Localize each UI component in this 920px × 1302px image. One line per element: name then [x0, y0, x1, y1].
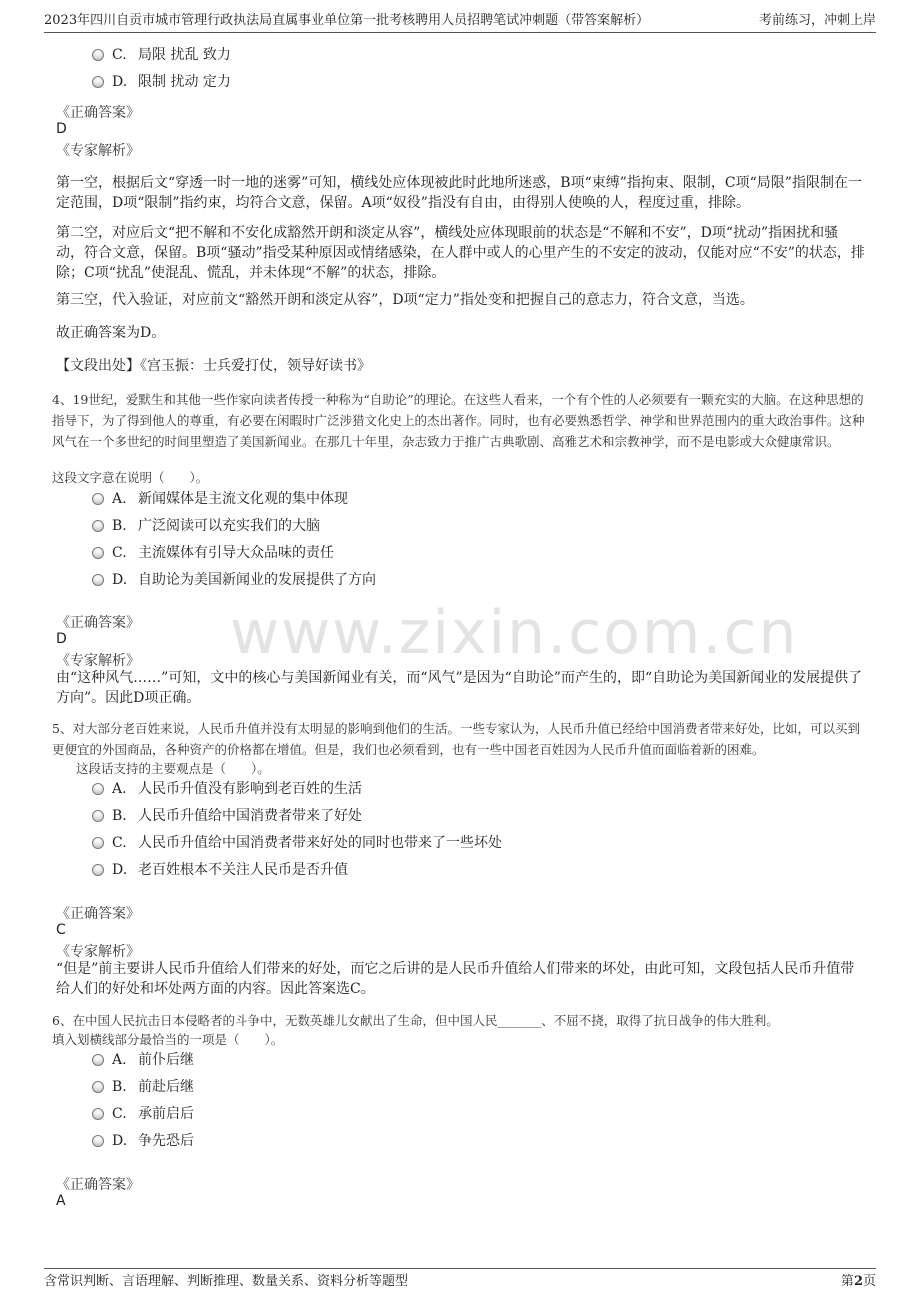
option-text: 承前启后 — [138, 1106, 194, 1122]
q4-option-a[interactable] — [92, 489, 348, 509]
q3-option-c[interactable] — [92, 45, 231, 65]
analysis-paragraph-3: 第三空，代入验证，对应前文“豁然开朗和淡定从容”，D项“定力”指处变和把握自己的意志力，符合文意，当选。 — [56, 292, 754, 308]
option-text: 前仆后继 — [138, 1052, 194, 1068]
header-slogan: 考前练习，冲刺上岸 — [758, 13, 876, 28]
radio-icon[interactable] — [92, 810, 104, 822]
radio-icon[interactable] — [92, 547, 104, 559]
radio-icon[interactable] — [92, 1054, 104, 1066]
option-text: 新闻媒体是主流文化观的集中体现 — [138, 491, 348, 507]
answer-label: 《正确答案》 — [56, 105, 140, 121]
radio-icon[interactable] — [92, 783, 104, 795]
radio-icon[interactable] — [92, 1081, 104, 1093]
footer-note: 含常识判断、言语理解、判断推理、数量关系、资料分析等题型 — [44, 1274, 409, 1289]
q4-option-d[interactable] — [92, 570, 376, 590]
source-note: 【文段出处】《宫玉振：士兵爱打仗，领导好读书》 — [56, 358, 371, 374]
answer-value: D — [56, 631, 67, 647]
option-text: 人民币升值给中国消费者带来好处的同时也带来了一些坏处 — [138, 835, 502, 851]
radio-icon[interactable] — [92, 76, 104, 88]
answer-label: 《正确答案》 — [56, 906, 140, 922]
q6-option-d[interactable] — [92, 1131, 194, 1151]
answer-label: 《正确答案》 — [56, 615, 140, 631]
option-letter: C. — [112, 47, 127, 63]
radio-icon[interactable] — [92, 520, 104, 532]
q5-option-d[interactable] — [92, 860, 348, 880]
page-footer — [44, 1268, 876, 1291]
radio-icon[interactable] — [92, 574, 104, 586]
option-text: 自助论为美国新闻业的发展提供了方向 — [138, 572, 376, 588]
q4-question: 这段文字意在说明（ ）。 — [52, 470, 209, 485]
radio-icon[interactable] — [92, 864, 104, 876]
document-title: 2023年四川自贡市城市管理行政执法局直属事业单位第一批考核聘用人员招聘笔试冲刺题（带答案解析） — [44, 13, 650, 28]
option-letter: A. — [112, 491, 127, 507]
option-text: 人民币升值给中国消费者带来了好处 — [138, 808, 362, 824]
option-text: 限制 扰动 定力 — [138, 74, 231, 90]
page-suffix: 页 — [862, 1274, 876, 1289]
option-letter: C. — [112, 545, 127, 561]
option-letter: D. — [112, 74, 128, 90]
q5-stem: 5、对大部分老百姓来说，人民币升值并没有太明显的影响到他们的生活。一些专家认为，人民币升值已经给中国消费者带来好处，比如，可以买到更便宜的外国商品，各种资产的价格都在增值。但是，我们也必须看到，也有一些中国老百姓因为人民币升值而面临着新的困难。 — [52, 721, 860, 757]
q6-option-a[interactable] — [92, 1050, 194, 1070]
q5-question: 这段话支持的主要观点是（ ）。 — [76, 761, 270, 776]
q4-option-c[interactable] — [92, 543, 334, 563]
option-letter: B. — [112, 518, 127, 534]
q6-stem: 6、在中国人民抗击日本侵略者的斗争中，无数英雄儿女献出了生命，但中国人民_______、不屈不挠，取得了抗日战争的伟大胜利。 — [52, 1013, 779, 1028]
option-text: 主流媒体有引导大众品味的责任 — [138, 545, 334, 561]
page-number — [841, 1271, 876, 1293]
analysis-label: 《专家解析》 — [56, 944, 140, 960]
answer-value: D — [56, 121, 67, 137]
q5-option-b[interactable] — [92, 806, 362, 826]
option-letter: D. — [112, 862, 128, 878]
page-prefix: 第 — [840, 1274, 854, 1289]
watermark: www.zixin.com.cn — [230, 598, 799, 668]
radio-icon[interactable] — [92, 837, 104, 849]
option-text: 争先恐后 — [138, 1133, 194, 1149]
q3-option-d[interactable] — [92, 72, 231, 92]
option-letter: D. — [112, 572, 128, 588]
q5-option-c[interactable] — [92, 833, 502, 853]
option-letter: A. — [112, 781, 127, 797]
analysis-label: 《专家解析》 — [56, 653, 140, 669]
page-number-value: 2 — [853, 1274, 863, 1289]
option-letter: A. — [112, 1052, 127, 1068]
q4-option-b[interactable] — [92, 516, 320, 536]
q6-option-c[interactable] — [92, 1104, 194, 1124]
option-text: 前赴后继 — [138, 1079, 194, 1095]
q4-analysis: 由“这种风气……”可知，文中的核心与美国新闻业有关，而“风气”是因为“自助论”而产生的，即“自助论为美国新闻业的发展提供了方向”。因此D项正确。 — [56, 670, 863, 706]
q5-option-a[interactable] — [92, 779, 362, 799]
option-text: 老百姓根本不关注人民币是否升值 — [138, 862, 348, 878]
q6-option-b[interactable] — [92, 1077, 194, 1097]
page-header — [44, 10, 876, 33]
radio-icon[interactable] — [92, 1108, 104, 1120]
option-letter: D. — [112, 1133, 128, 1149]
option-letter: B. — [112, 808, 127, 824]
radio-icon[interactable] — [92, 49, 104, 61]
radio-icon[interactable] — [92, 1135, 104, 1147]
analysis-paragraph-1: 第一空，根据后文“穿透一时一地的迷雾”可知，横线处应体现被此时此地所迷惑，B项“束缚”指拘束、限制，C项“局限”指限制在一定范围，D项“限制”指约束，均符合文意，保留。A项“奴役”指没有自由，由得别人使唤的人，程度过重，排除。 — [56, 175, 862, 211]
q6-question: 填入划横线部分最恰当的一项是（ ）。 — [52, 1032, 284, 1047]
option-letter: B. — [112, 1079, 127, 1095]
q5-analysis: “但是”前主要讲人民币升值给人们带来的好处，而它之后讲的是人民币升值给人们带来的坏处，由此可知，文段包括人民币升值带给人们的好处和坏处两方面的内容。因此答案选C。 — [56, 961, 855, 997]
option-text: 局限 扰乱 致力 — [138, 47, 231, 63]
radio-icon[interactable] — [92, 493, 104, 505]
option-letter: C. — [112, 835, 127, 851]
answer-label: 《正确答案》 — [56, 1177, 140, 1193]
q4-stem: 4、19世纪，爱默生和其他一些作家向读者传授一种称为“自助论”的理论。在这些人看来，一个有个性的人必须要有一颗充实的大脑。在这种思想的指导下，为了得到他人的尊重，有必要在闲暇时广泛涉猎文化史上的杰出著作。同时，也有必要熟悉哲学、神学和世界范围内的重大政治事件。这种风气在一个多世纪的时间里塑造了美国新闻业。在那几十年里，杂志致力于推广古典歌剧、高雅艺术和宗教神学，而不是电影或大众健康常识。 — [52, 392, 865, 449]
answer-value: A — [56, 1193, 66, 1209]
analysis-label: 《专家解析》 — [56, 143, 140, 159]
analysis-paragraph-2: 第二空，对应后文“把不解和不安化成豁然开朗和淡定从容”，横线处应体现眼前的状态是“不解和不安”，D项“扰动”指困扰和骚动，符合文意，保留。B项“骚动”指受某种原因或情绪感染，在人群中或人的心里产生的不安定的波动，仅能对应“不安”的状态，排除；C项“扰乱”使混乱、慌乱，并未体现“不解”的状态，排除。 — [56, 225, 865, 281]
answer-value: C — [56, 922, 66, 938]
option-letter: C. — [112, 1106, 127, 1122]
analysis-conclusion: 故正确答案为D。 — [56, 325, 166, 341]
option-text: 广泛阅读可以充实我们的大脑 — [138, 518, 320, 534]
option-text: 人民币升值没有影响到老百姓的生活 — [138, 781, 362, 797]
